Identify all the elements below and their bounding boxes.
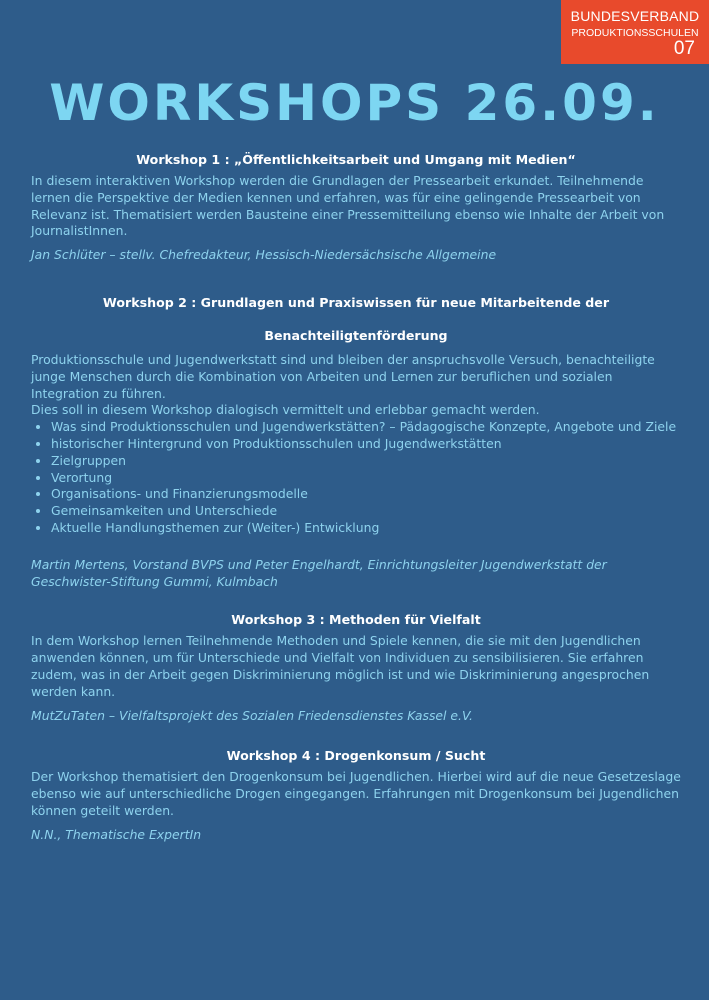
publisher-badge [561, 0, 709, 64]
workshop-list [31, 150, 681, 866]
list-item: • Zielgruppen [51, 453, 681, 470]
workshop-3-speaker: MutZuTaten – Vielfaltsprojekt des Sozialen Friedensdienstes Kassel e.V. [31, 707, 473, 723]
workshop-2-speaker: Martin Mertens, Vorstand BVPS und Peter Engelhardt, Einrichtungsleiter Jugendwerkstatt der Geschwister-Stiftung Gummi, Kulmbach [31, 556, 607, 589]
badge-line-2: PRODUKTIONSSCHULEN [571, 27, 699, 39]
list-item: • Organisations- und Finanzierungsmodelle [51, 486, 681, 503]
workshop-2-description-2: Dies soll in diesem Workshop dialogisch vermittelt und erlebbar gemacht werden. [31, 402, 540, 418]
workshop-3 [31, 610, 681, 724]
page-title: WORKSHOPS 26.09. [49, 74, 660, 132]
workshop-2-description: Produktionsschule und Jugendwerkstatt sind und bleiben der anspruchsvolle Versuch, benachteiligte junge Menschen durch die Kombination von Arbeiten und Lernen zur beruflichen und sozialen Integration zu führen. [31, 351, 655, 401]
list-item: • Aktuelle Handlungsthemen zur (Weiter-) Entwicklung [51, 520, 681, 537]
workshop-1-heading: Workshop 1 : „Öffentlichkeitsarbeit und Umgang mit Medien“ [136, 152, 576, 167]
workshop-4-description: Der Workshop thematisiert den Drogenkonsum bei Jugendlichen. Hierbei wird auf die neue Gesetzeslage ebenso wie auf unterschiedliche Drogen eingegangen. Erfahrungen mit Drogenkonsum bei Jugendlichen können geteilt werden. [31, 769, 681, 818]
workshop-3-heading: Workshop 3 : Methoden für Vielfalt [231, 612, 481, 628]
workshop-2-heading [31, 286, 681, 352]
list-item: • Was sind Produktionsschulen und Jugendwerkstätten? – Pädagogische Konzepte, Angebote und Ziele [51, 419, 681, 436]
workshop-3-description: In dem Workshop lernen Teilnehmende Methoden und Spiele kennen, die sie mit den Jugendlichen anwenden können, um für Unterschiede und Vielfalt von Individuen zu sensibilisieren. Sie erfahren zudem, was in der Arbeit gegen Diskriminierung möglich ist und wie Diskriminierung angesprochen werden kann. [31, 633, 650, 699]
badge-line-1: BUNDESVERBAND [570, 8, 700, 24]
workshop-2-topic-list [31, 419, 681, 537]
workshop-4-heading: Workshop 4 : Drogenkonsum / Sucht [226, 748, 486, 764]
workshop-2 [31, 286, 681, 590]
list-item: • historischer Hintergrund von Produktionsschulen und Jugendwerkstätten [51, 436, 681, 453]
workshop-1-speaker: Jan Schlüter – stellv. Chefredakteur, Hessisch-Niedersächsische Allgemeine [31, 247, 497, 263]
workshop-4 [31, 746, 681, 843]
workshop-1 [31, 150, 681, 264]
workshop-4-speaker: N.N., Thematische ExpertIn [31, 826, 202, 842]
workshop-1-description: In diesem interaktiven Workshop werden die Grundlagen der Pressearbeit erkundet. Teilnehmende lernen die Perspektive der Medien kennen und erfahren, was für eine gelingende Pressearbeit von Relevanz ist. Thematisiert werden Bausteine einer Pressemitteilung ebenso wie Inhalte der Arbeit von JournalistInnen. [31, 173, 665, 239]
list-item: • Gemeinsamkeiten und Unterschiede [51, 503, 681, 520]
workshop-2-heading-line-1: Workshop 2 : Grundlagen und Praxiswissen für neue Mitarbeitende der [102, 294, 610, 310]
workshop-2-heading-line-2: Benachteiligtenförderung [264, 327, 448, 343]
list-item: • Verortung [51, 470, 681, 487]
page-number: 07 [673, 38, 695, 59]
